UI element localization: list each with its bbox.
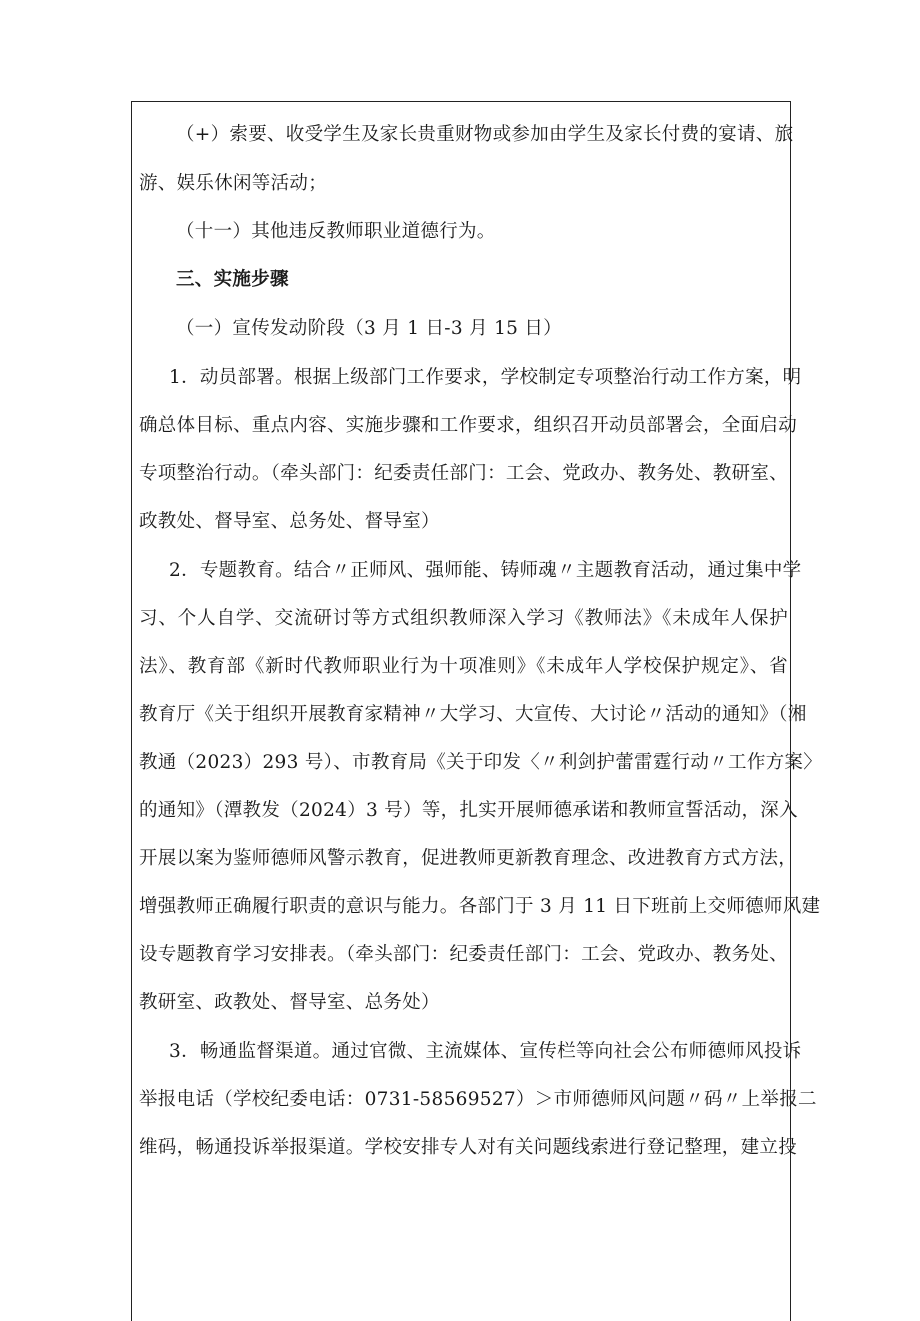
item-2-line-1: 2．专题教育。结合〃正师风、强师能、铸师魂〃主题教育活动，通过集中学 [169,560,802,581]
item-2-line-3: 法》、教育部《新时代教师职业行为十项准则》《未成年人学校保护规定》、省 [139,656,788,677]
section-heading: 三、实施步骤 [176,269,289,290]
item-2-line-7: 开展以案为鉴师德师风警示教育，促进教师更新教育理念、改进教育方式方法， [139,848,798,869]
item-3-line-3: 维码，畅通投诉举报渠道。学校安排专人对有关问题线索进行登记整理，建立投 [139,1137,798,1158]
item-3-line-1: 3．畅通监督渠道。通过官微、主流媒体、宣传栏等向社会公布师德师风投诉 [169,1041,802,1062]
para-10-line-1: （+）索要、收受学生及家长贵重财物或参加由学生及家长付费的宴请、旅 [176,124,794,145]
item-2-line-4: 教育厅《关于组织开展教育家精神〃大学习、大宣传、大讨论〃活动的通知》（湘 [139,704,807,725]
item-1-line-1: 1．动员部署。根据上级部门工作要求，学校制定专项整治行动工作方案，明 [169,367,802,388]
para-11: （十一）其他违反教师职业道德行为。 [176,221,496,242]
stage-heading: （一）宣传发动阶段（3 月 1 日-3 月 15 日） [176,318,562,339]
item-3-line-2: 举报电话（学校纪委电话：0731-58569527）＞市师德师风问题〃码〃上举报二 [139,1089,817,1110]
para-10-line-2: 游、娱乐休闲等活动； [139,173,328,194]
item-2-line-6: 的通知》（潭教发（2024）3 号）等，扎实开展师德承诺和教师宣誓活动，深入 [139,800,798,821]
item-2-line-8: 增强教师正确履行职责的意识与能力。各部门于 3 月 11 日下班前上交师德师风建 [139,896,821,917]
item-2-line-10: 教研室、政教处、督导室、总务处） [139,992,440,1013]
item-1-line-3: 专项整治行动。（牵头部门：纪委责任部门：工会、党政办、教务处、教研室、 [139,463,788,484]
item-2-line-2: 习、个人自学、交流研讨等方式组织教师深入学习《教师法》《未成年人保护 [139,608,788,629]
item-1-line-2: 确总体目标、重点内容、实施步骤和工作要求，组织召开动员部署会，全面启动 [139,415,798,436]
item-2-line-9: 设专题教育学习安排表。（牵头部门：纪委责任部门：工会、党政办、教务处、 [139,944,788,965]
item-2-line-5: 教通（2023）293 号）、市教育局《关于印发〈〃利剑护蕾雷霆行动〃工作方案〉 [139,752,823,773]
item-1-line-4: 政教处、督导室、总务处、督导室） [139,511,440,532]
